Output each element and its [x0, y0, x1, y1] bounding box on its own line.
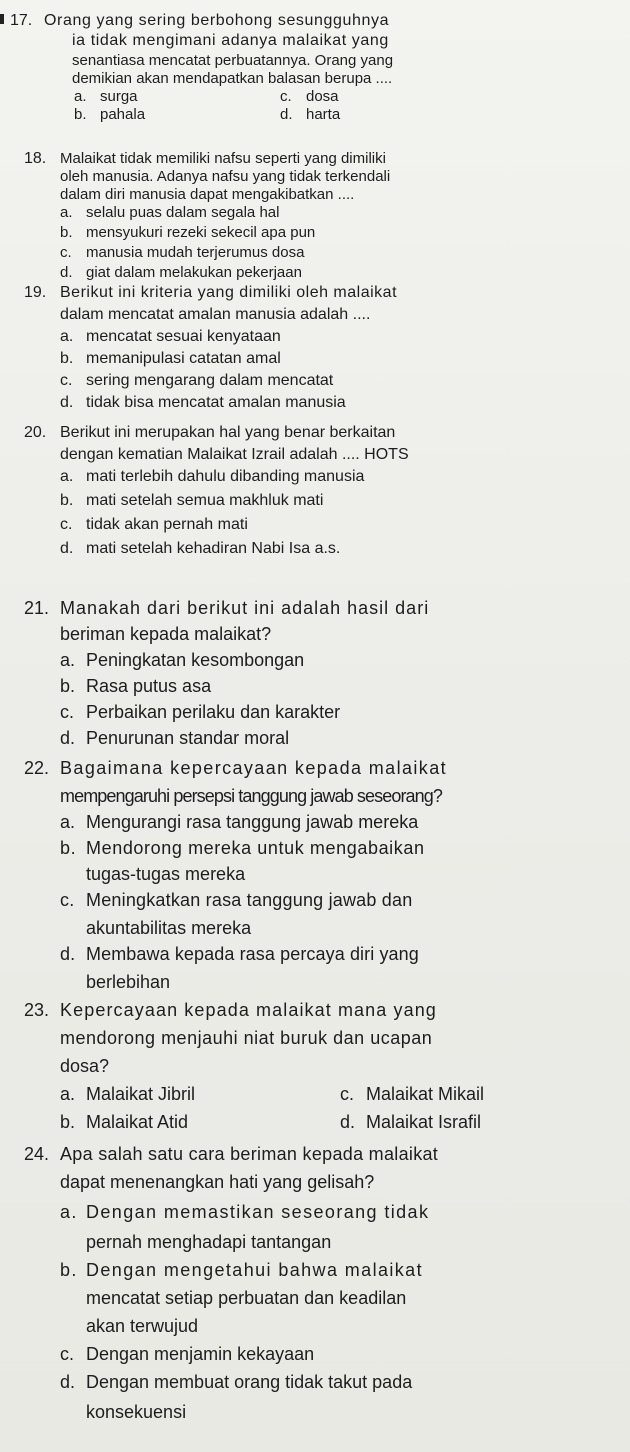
question-number: 24.: [24, 1144, 50, 1164]
question-text-line: dosa?: [60, 1056, 110, 1076]
option-d: d. tidak bisa mencatat amalan manusia: [60, 394, 346, 411]
question-number: 20.: [24, 424, 47, 441]
question-number: 19.: [24, 284, 47, 301]
option-b: b. Dengan mengetahui bahwa malaikat: [60, 1260, 423, 1280]
option-d: d. Membawa kepada rasa percaya diri yang: [60, 944, 419, 964]
option-a: a. surga: [74, 88, 138, 105]
option-c-continuation: akuntabilitas mereka: [86, 918, 252, 938]
question-text-line: Berikut ini kriteria yang dimiliki oleh malaikat: [60, 284, 398, 301]
question-text-line: demikian akan mendapatkan balasan berupa ....: [72, 70, 393, 87]
question-text-line: dalam mencatat amalan manusia adalah ....: [60, 306, 371, 323]
option-a: a. Mengurangi rasa tanggung jawab mereka: [60, 812, 419, 832]
question-text-line: mempengaruhi persepsi tanggung jawab seseorang?: [60, 786, 442, 806]
question-number: 21.: [24, 598, 50, 618]
option-b: b. memanipulasi catatan amal: [60, 350, 281, 367]
option-d: d. Malaikat Israfil: [340, 1112, 482, 1132]
question-text-line: Apa salah satu cara beriman kepada malaikat: [60, 1144, 439, 1164]
question-text-line: mendorong menjauhi niat buruk dan ucapan: [60, 1028, 433, 1048]
option-c: c. Malaikat Mikail: [340, 1084, 485, 1104]
question-text-line: Malaikat tidak memiliki nafsu seperti yang dimiliki: [60, 150, 386, 167]
question-text-line: senantiasa mencatat perbuatannya. Orang yang: [72, 52, 394, 69]
option-a-continuation: pernah menghadapi tantangan: [86, 1232, 332, 1252]
question-text-line: Manakah dari berikut ini adalah hasil dari: [60, 598, 430, 618]
option-b-continuation: tugas-tugas mereka: [86, 864, 246, 884]
question-number: 17.: [10, 12, 33, 29]
option-a: a. Dengan memastikan seseorang tidak: [60, 1202, 430, 1222]
question-number: 18.: [24, 150, 47, 167]
option-d: d. mati setelah kehadiran Nabi Isa a.s.: [60, 540, 341, 557]
option-c: c. tidak akan pernah mati: [60, 516, 248, 533]
option-d-continuation: konsekuensi: [86, 1402, 187, 1422]
margin-mark: [0, 14, 4, 24]
question-number: 22.: [24, 758, 50, 778]
option-d: d. giat dalam melakukan pekerjaan: [60, 264, 302, 281]
option-c: c. Perbaikan perilaku dan karakter: [60, 702, 341, 722]
question-text-line: dalam diri manusia dapat mengakibatkan ....: [60, 186, 355, 203]
question-text-line: oleh manusia. Adanya nafsu yang tidak terkendali: [60, 168, 391, 185]
option-b: b. mati setelah semua makhluk mati: [60, 492, 324, 509]
option-a: a. Peningkatan kesombongan: [60, 650, 305, 670]
option-d: d. harta: [280, 106, 341, 123]
option-b-continuation-2: akan terwujud: [86, 1316, 199, 1336]
question-text-line: dapat menenangkan hati yang gelisah?: [60, 1172, 375, 1192]
option-c: c. dosa: [280, 88, 339, 105]
option-d: d. Penurunan standar moral: [60, 728, 290, 748]
option-b: b. pahala: [74, 106, 146, 123]
option-c: c. Meningkatkan rasa tanggung jawab dan: [60, 890, 413, 910]
option-b: b. mensyukuri rezeki sekecil apa pun: [60, 224, 316, 241]
option-c: c. sering mengarang dalam mencatat: [60, 372, 334, 389]
question-text-line: beriman kepada malaikat?: [60, 624, 272, 644]
option-b: b. Rasa putus asa: [60, 676, 212, 696]
option-c: c. manusia mudah terjerumus dosa: [60, 244, 305, 261]
question-text-line: Berikut ini merupakan hal yang benar berkaitan: [60, 424, 396, 441]
option-b: b. Malaikat Atid: [60, 1112, 189, 1132]
option-a: a. mati terlebih dahulu dibanding manusia: [60, 468, 365, 485]
question-text-line: ia tidak mengimani adanya malaikat yang: [72, 32, 389, 49]
question-text-line: Kepercayaan kepada malaikat mana yang: [60, 1000, 437, 1020]
question-number: 23.: [24, 1000, 50, 1020]
option-b-continuation: mencatat setiap perbuatan dan keadilan: [86, 1288, 407, 1308]
question-text-line: Orang yang sering berbohong sesungguhnya: [44, 12, 390, 29]
option-d-continuation: berlebihan: [86, 972, 171, 992]
option-a: a. mencatat sesuai kenyataan: [60, 328, 281, 345]
question-text-line: Bagaimana kepercayaan kepada malaikat: [60, 758, 448, 778]
option-a: a. selalu puas dalam segala hal: [60, 204, 280, 221]
question-text-line: dengan kematian Malaikat Izrail adalah .... HOTS: [60, 446, 409, 463]
option-a: a. Malaikat Jibril: [60, 1084, 196, 1104]
option-c: c. Dengan menjamin kekayaan: [60, 1344, 315, 1364]
option-b: b. Mendorong mereka untuk mengabaikan: [60, 838, 425, 858]
option-d: d. Dengan membuat orang tidak takut pada: [60, 1372, 413, 1392]
